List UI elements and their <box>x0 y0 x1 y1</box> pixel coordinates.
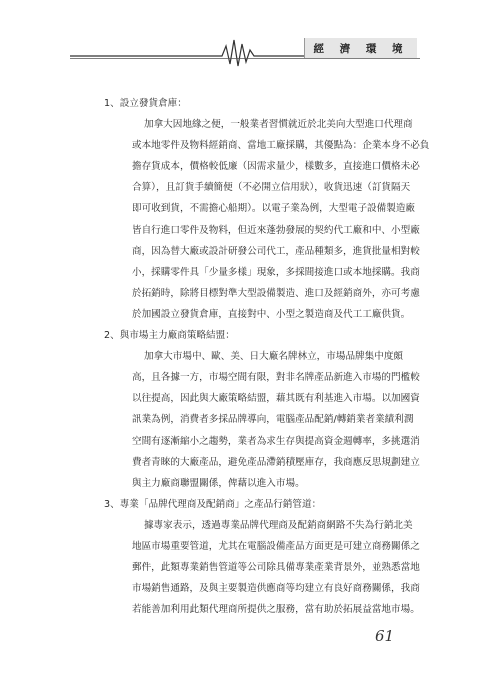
section-heading: 3、專業「品牌代理商及配銷商」之產品行銷管道： <box>104 498 322 510</box>
paragraph-line: 若能善加利用此類代理商所提供之服務，當有助於拓展益當地市場。 <box>132 604 420 616</box>
section-title-text: 經 濟 環 境 <box>313 42 409 55</box>
section-3 <box>92 494 420 621</box>
page-number: 61 <box>375 627 395 645</box>
paragraph-line: 或本地零件及物料經銷商、當地工廠採購，其優點為：企業本身不必負 <box>132 140 430 152</box>
paragraph-line: 商，因為替大廠或設計研發公司代工，產品種類多，進貨批量相對較 <box>132 245 420 257</box>
paragraph-line: 以往提高，因此與大廠策略結盟，藉其既有利基進入市場。以加國資 <box>132 393 420 405</box>
paragraph-line: 空間有逐漸縮小之趨勢，業者為求生存與提高資金週轉率，多挑選消 <box>132 435 420 447</box>
paragraph-line: 加拿大因地緣之便，一般業者習慣就近於北美向大型進口代理商 <box>144 119 413 131</box>
section-2 <box>92 325 420 494</box>
paragraph-line: 皆自行進口零件及物料，但近來蓬勃發展的契約代工廠和中、小型廠 <box>132 224 420 236</box>
paragraph-line: 據專家表示，透過專業品牌代理商及配銷商網路不失為行銷北美 <box>144 519 413 531</box>
paragraph-line: 費者青睞的大廠產品，避免產品滯銷積壓庫存，我商應反思規劃建立 <box>132 456 420 468</box>
paragraph-line: 市場銷售通路，及與主要製造供應商等均建立有良好商務關係，我商 <box>132 583 420 595</box>
paragraph-line: 即可收到貨，不需擔心船期）。以電子業為例，大型電子設備製造廠 <box>132 203 416 215</box>
paragraph-line: 訊業為例，消費者多採品牌導向，電腦產品配銷/轉銷業者業績利潤 <box>132 414 414 426</box>
paragraph-line: 擔存貨成本，價格較低廉（因需求量少，樣數多，直接進口價格未必 <box>132 161 420 173</box>
document-body <box>92 93 430 620</box>
paragraph-line: 加拿大市場中、歐、美、日大廠名牌林立，市場品牌集中度頗 <box>144 351 404 363</box>
paragraph-line: 於拓銷時，除將目標對準大型設備製造、進口及經銷商外，亦可考慮 <box>132 287 420 299</box>
paragraph-line: 小，採購零件具「少量多樣」現象，多採間接進口或本地採購。我商 <box>132 266 420 278</box>
paragraph-line: 高，且各據一方，市場空間有限，對非名牌產品新進入市場的門檻較 <box>132 372 420 384</box>
paragraph-line: 合算），且訂貨手續簡便（不必開立信用狀），收貨迅速（訂貨隔天 <box>132 182 411 194</box>
section-heading: 2、與市場主力廠商策略結盟： <box>104 330 235 342</box>
section-1 <box>92 93 430 325</box>
running-header-section-title <box>304 38 417 58</box>
paragraph-line: 郵件，此類專業銷售管道等公司除具備專業產業背景外，並熟悉當地 <box>132 562 420 574</box>
paragraph-line: 地區市場重要管道，尤其在電腦設備產品方面更是可建立商務關係之 <box>132 540 420 552</box>
paragraph-line: 與主力廠商聯盟關係，俾藉以進入市場。 <box>132 477 305 489</box>
section-heading: 1、設立發貨倉庫： <box>104 98 187 109</box>
paragraph-line: 於加國設立發貨倉庫，直接對中、小型之製造商及代工工廠供貨。 <box>132 308 411 320</box>
